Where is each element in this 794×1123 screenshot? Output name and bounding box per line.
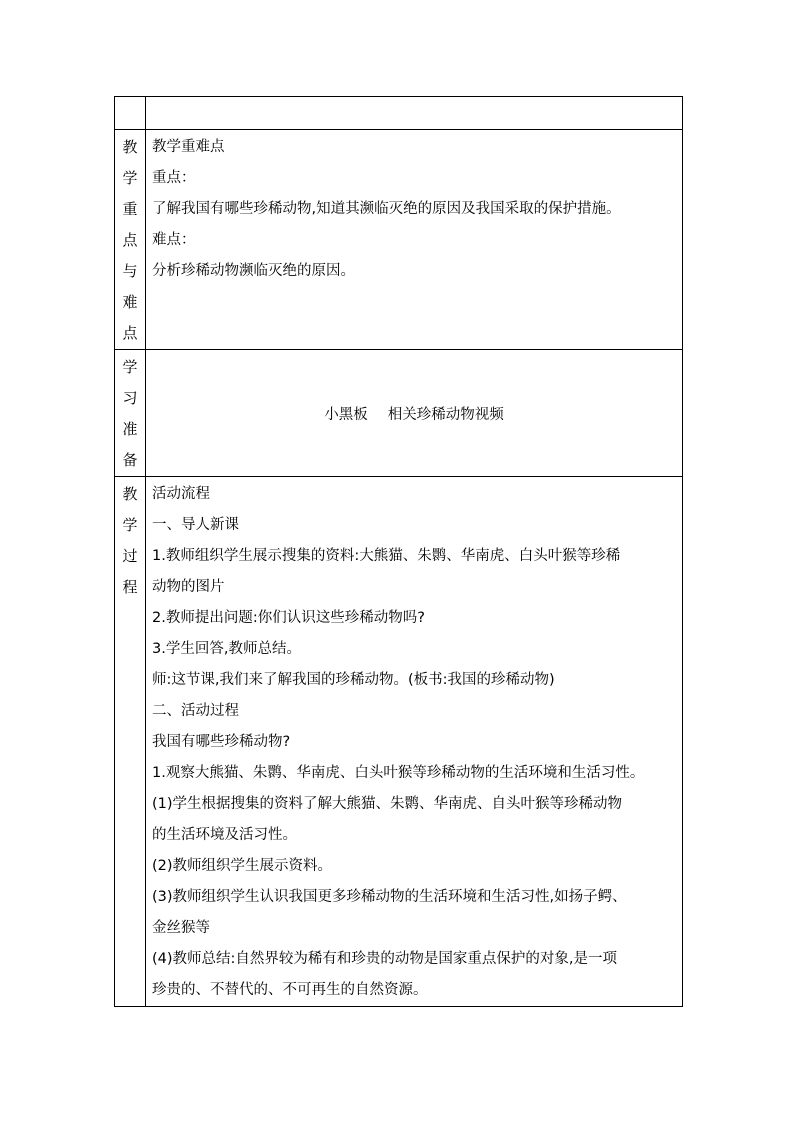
text-line: 金丝猴等	[152, 920, 210, 936]
process-content-cell	[146, 477, 683, 1007]
text-line: 珍贵的、不替代的、不可再生的自然资源。	[152, 982, 428, 998]
text-line: 重点：	[152, 170, 196, 186]
section-heading: 教学重难点	[152, 139, 225, 155]
label-char: 教	[122, 138, 138, 156]
text-line: 动物的图片	[152, 579, 225, 595]
label-char: 重	[122, 200, 138, 218]
label-char: 点	[122, 324, 138, 342]
preparation-label-cell	[115, 350, 146, 477]
table-row-empty	[115, 97, 683, 130]
label-char: 习	[122, 389, 138, 407]
key-points-label	[115, 130, 145, 349]
label-char: 程	[122, 578, 138, 596]
label-char: 学	[122, 169, 138, 187]
label-char: 过	[122, 547, 138, 565]
preparation-label	[115, 350, 145, 476]
table-row-preparation	[115, 350, 683, 477]
label-char: 学	[122, 516, 138, 534]
text-line: 一、导人新课	[152, 517, 239, 533]
text-line: (2)教师组织学生展示资料。	[152, 858, 333, 874]
text-line: 1.观察大熊猫、朱鹮、华南虎、白头叶猴等珍稀动物的生活环境和生活习性。	[152, 765, 645, 781]
table-row-key-points	[115, 130, 683, 350]
text-line: 师:这节课,我们来了解我国的珍稀动物。(板书:我国的珍稀动物)	[152, 672, 555, 688]
text-line: 我国有哪些珍稀动物?	[152, 734, 291, 750]
preparation-item-video: 相关珍稀动物视频	[387, 406, 504, 423]
text-line: 二、活动过程	[152, 703, 239, 719]
text-line: 1.教师组织学生展示搜集的资料:大熊猫、朱鹮、华南虎、白头叶猴等珍稀	[152, 548, 621, 564]
label-char: 教	[122, 485, 138, 503]
label-char: 难	[122, 293, 138, 311]
key-points-content-cell	[146, 130, 683, 350]
text-line: (4)教师总结:自然界较为稀有和珍贵的动物是国家重点保护的对象,是一项	[152, 951, 618, 967]
text-line: 2.教师提出问题:你们认识这些珍稀动物吗?	[152, 610, 425, 626]
label-char: 准	[122, 420, 138, 438]
text-line: 难点：	[152, 232, 196, 248]
text-line: 3.学生回答,教师总结。	[152, 641, 301, 657]
label-char: 学	[122, 358, 138, 376]
empty-label-cell	[115, 97, 146, 130]
label-char: 点	[122, 231, 138, 249]
empty-content-cell	[146, 97, 683, 130]
process-label-cell	[115, 477, 146, 1007]
process-label	[115, 477, 145, 603]
text-line: 分析珍稀动物濒临灭绝的原因。	[152, 263, 355, 279]
section-heading: 活动流程	[152, 486, 210, 502]
key-points-label-cell	[115, 130, 146, 350]
label-char: 与	[122, 262, 138, 280]
lesson-plan-table	[114, 96, 683, 1007]
text-line: (3)教师组织学生认识我国更多珍稀动物的生活环境和生活习性,如扬子鳄、	[152, 889, 627, 905]
preparation-item-blackboard: 小黑板	[324, 406, 368, 423]
preparation-content-cell	[146, 350, 683, 477]
table-row-process	[115, 477, 683, 1007]
text-line: 的生活环境及活习性。	[152, 827, 297, 843]
text-line: 了解我国有哪些珍稀动物,知道其濒临灭绝的原因及我国采取的保护措施。	[152, 201, 621, 217]
text-line: (1)学生根据搜集的资料了解大熊猫、朱鹮、华南虎、自头叶猴等珍稀动物	[152, 796, 623, 812]
label-char: 备	[122, 451, 138, 469]
